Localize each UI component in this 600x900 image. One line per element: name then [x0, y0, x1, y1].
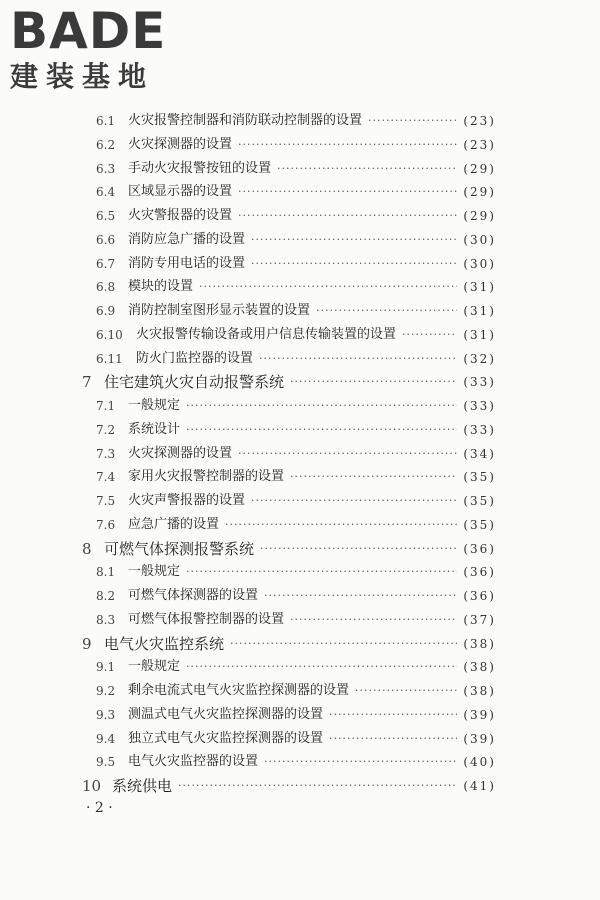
toc-entry-number: 6.7 [96, 256, 116, 271]
toc-section-row [96, 680, 496, 702]
toc-leader-dots [290, 371, 457, 393]
toc-entry-number: 7.3 [96, 446, 116, 461]
toc-leader-dots [329, 728, 457, 750]
toc-entry-number: 10 [82, 777, 102, 795]
toc-section-row [96, 419, 496, 441]
toc-entry-page: (35) [463, 517, 496, 532]
toc-leader-dots [402, 324, 457, 346]
toc-section-row [96, 229, 496, 251]
toc-leader-dots [238, 134, 457, 156]
toc-entry-title: 一般规定 [128, 659, 181, 675]
toc-section-row [96, 158, 496, 180]
toc-entry-title: 区域显示器的设置 [128, 184, 233, 200]
toc-section-row [96, 704, 496, 726]
toc-entry-number: 9 [82, 634, 92, 653]
toc-section-row [96, 728, 496, 750]
toc-entry-title: 模块的设置 [128, 279, 194, 295]
toc-leader-dots [230, 633, 457, 655]
toc-section-row [96, 609, 496, 631]
toc-section-row [96, 656, 496, 678]
toc-entry-number: 7.1 [96, 399, 116, 413]
toc-entry-number: 7.2 [96, 422, 116, 437]
toc-entry-title: 测温式电气火灾监控探测器的设置 [128, 706, 324, 722]
toc-leader-dots [238, 181, 457, 203]
toc-entry-page: (29) [463, 185, 496, 200]
toc-chapter-row [82, 633, 496, 655]
toc-leader-dots [329, 704, 457, 726]
toc-leader-dots [225, 514, 457, 536]
toc-leader-dots [186, 561, 457, 583]
toc-entry-page: (32) [463, 351, 496, 366]
toc-entry-page: (33) [463, 422, 496, 437]
toc-section-row [96, 300, 496, 322]
toc-entry-title: 一般规定 [128, 398, 181, 413]
toc-entry-title: 火灾警报器的设置 [128, 208, 233, 223]
toc-entry-page: (36) [463, 589, 496, 603]
toc-section-row [96, 181, 496, 203]
toc-entry-number: 6.3 [96, 161, 116, 176]
toc-entry-page: (37) [463, 612, 496, 627]
toc-entry-number: 7 [82, 373, 92, 392]
toc-entry-page: (23) [463, 137, 496, 152]
toc-entry-title: 火灾探测器的设置 [128, 445, 233, 461]
toc-entry-number: 9.5 [96, 755, 116, 770]
toc-leader-dots [238, 205, 457, 227]
toc-entry-title: 火灾探测器的设置 [128, 136, 233, 152]
toc-entry-page: (35) [463, 470, 496, 485]
toc-leader-dots [316, 300, 457, 322]
toc-entry-title: 电气火灾监控器的设置 [128, 754, 259, 770]
toc-section-row [96, 443, 496, 465]
toc-entry-page: (31) [463, 327, 496, 342]
toc-entry-number: 6.10 [96, 327, 123, 342]
toc-chapter-row [82, 538, 496, 560]
toc-section-row [96, 561, 496, 583]
toc-entry-page: (29) [463, 161, 496, 176]
toc-entry-page: (34) [463, 446, 496, 461]
toc-entry-title: 火灾报警控制器和消防联动控制器的设置 [128, 113, 363, 128]
toc-entry-title: 消防应急广播的设置 [128, 231, 246, 247]
toc-entry-page: (30) [463, 256, 496, 271]
toc-entry-number: 6.11 [96, 351, 123, 366]
toc-leader-dots [290, 609, 457, 631]
toc-entry-number: 6.1 [96, 114, 116, 128]
toc-entry-number: 9.1 [96, 660, 116, 675]
toc-entry-number: 9.4 [96, 731, 116, 746]
toc-entry-page: (29) [463, 209, 496, 223]
brand-logo [10, 2, 185, 98]
toc-section-row [96, 585, 496, 607]
toc-entry-number: 7.5 [96, 494, 116, 508]
toc-leader-dots [260, 538, 457, 560]
toc-entry-page: (36) [463, 541, 496, 556]
toc-section-row [96, 324, 496, 346]
toc-entry-title: 手动火灾报警按钮的设置 [128, 160, 272, 176]
toc-leader-dots [277, 158, 457, 180]
toc-leader-dots [186, 395, 457, 417]
toc-entry-number: 6.9 [96, 304, 116, 318]
toc-entry-page: (39) [463, 707, 496, 722]
toc-entry-number: 9.3 [96, 707, 116, 722]
toc-entry-title: 消防专用电话的设置 [128, 255, 246, 271]
toc-leader-dots [368, 110, 457, 132]
toc-leader-dots [251, 229, 457, 251]
toc-leader-dots [264, 585, 457, 607]
toc-entry-number: 7.4 [96, 470, 116, 485]
toc-leader-dots [290, 466, 457, 488]
toc-leader-dots [355, 680, 457, 702]
toc-entry-title: 独立式电气火灾监控探测器的设置 [128, 730, 324, 746]
toc-entry-number: 6.4 [96, 185, 116, 200]
toc-entry-page: (33) [463, 399, 496, 413]
toc-entry-number: 9.2 [96, 684, 116, 698]
toc-entry-title: 家用火灾报警控制器的设置 [128, 469, 285, 485]
toc-entry-number: 6.5 [96, 209, 116, 223]
toc-entry-number: 6.8 [96, 280, 116, 295]
toc-section-row [96, 276, 496, 298]
toc-entry-title: 可燃气体报警控制器的设置 [128, 611, 285, 627]
toc-chapter-row [82, 371, 496, 393]
logo-wordmark: BADE [10, 2, 167, 60]
toc-leader-dots [186, 419, 457, 441]
toc-entry-number: 7.6 [96, 517, 116, 532]
toc-entry-page: (31) [463, 304, 496, 318]
toc-entry-page: (38) [463, 660, 496, 675]
toc-section-row [96, 253, 496, 275]
toc-section-row [96, 395, 496, 417]
toc-entry-number: 8.3 [96, 612, 116, 627]
toc-leader-dots [264, 751, 457, 773]
toc-leader-dots [186, 656, 457, 678]
toc-entry-page: (31) [463, 280, 496, 295]
toc-leader-dots [259, 348, 457, 370]
toc-entry-title: 应急广播的设置 [128, 516, 220, 532]
toc-entry-number: 6.6 [96, 232, 116, 247]
toc-entry-page: (33) [463, 375, 496, 390]
toc-entry-title: 电气火灾监控系统 [104, 634, 225, 653]
toc-entry-page: (36) [463, 565, 496, 580]
toc-section-row [96, 205, 496, 227]
toc-entry-title: 可燃气体探测报警系统 [104, 539, 255, 558]
toc-entry-page: (30) [463, 232, 496, 247]
toc-entry-page: (38) [463, 636, 496, 651]
toc-entry-title: 可燃气体探测器的设置 [128, 588, 259, 603]
page-number: · 2 · [86, 800, 113, 816]
toc-entry-title: 一般规定 [128, 564, 181, 580]
toc-entry-page: (23) [463, 114, 496, 128]
toc-entry-page: (41) [463, 779, 496, 793]
toc-entry-page: (38) [463, 684, 496, 698]
toc-section-row [96, 110, 496, 132]
toc-section-row [96, 751, 496, 773]
toc-entry-page: (39) [463, 731, 496, 746]
toc-leader-dots [238, 443, 457, 465]
toc-entry-title: 系统供电 [112, 777, 173, 795]
toc-leader-dots [251, 490, 457, 512]
logo-subtitle: 建装基地 [10, 60, 155, 93]
toc-entry-page: (35) [463, 494, 496, 508]
toc-leader-dots [178, 775, 457, 797]
toc-chapter-row [82, 775, 496, 797]
toc-entry-title: 火灾报警传输设备或用户信息传输装置的设置 [136, 326, 397, 342]
toc-entry-title: 系统设计 [128, 421, 181, 437]
toc-leader-dots [199, 276, 457, 298]
toc-entry-title: 住宅建筑火灾自动报警系统 [104, 373, 285, 392]
toc-leader-dots [251, 253, 457, 275]
toc-entry-number: 8 [82, 539, 92, 558]
toc-entry-number: 8.2 [96, 589, 116, 603]
toc-entry-page: (40) [463, 755, 496, 770]
toc-section-row [96, 348, 496, 370]
toc-entry-title: 火灾声警报器的设置 [128, 493, 246, 508]
toc-entry-title: 防火门监控器的设置 [136, 350, 254, 366]
toc-section-row [96, 514, 496, 536]
toc-entry-number: 8.1 [96, 565, 116, 580]
toc-entry-title: 剩余电流式电气火灾监控探测器的设置 [128, 683, 350, 698]
toc-entry-number: 6.2 [96, 137, 116, 152]
toc-section-row [96, 490, 496, 512]
toc-section-row [96, 466, 496, 488]
toc-section-row [96, 134, 496, 156]
toc-entry-title: 消防控制室图形显示装置的设置 [128, 303, 311, 318]
